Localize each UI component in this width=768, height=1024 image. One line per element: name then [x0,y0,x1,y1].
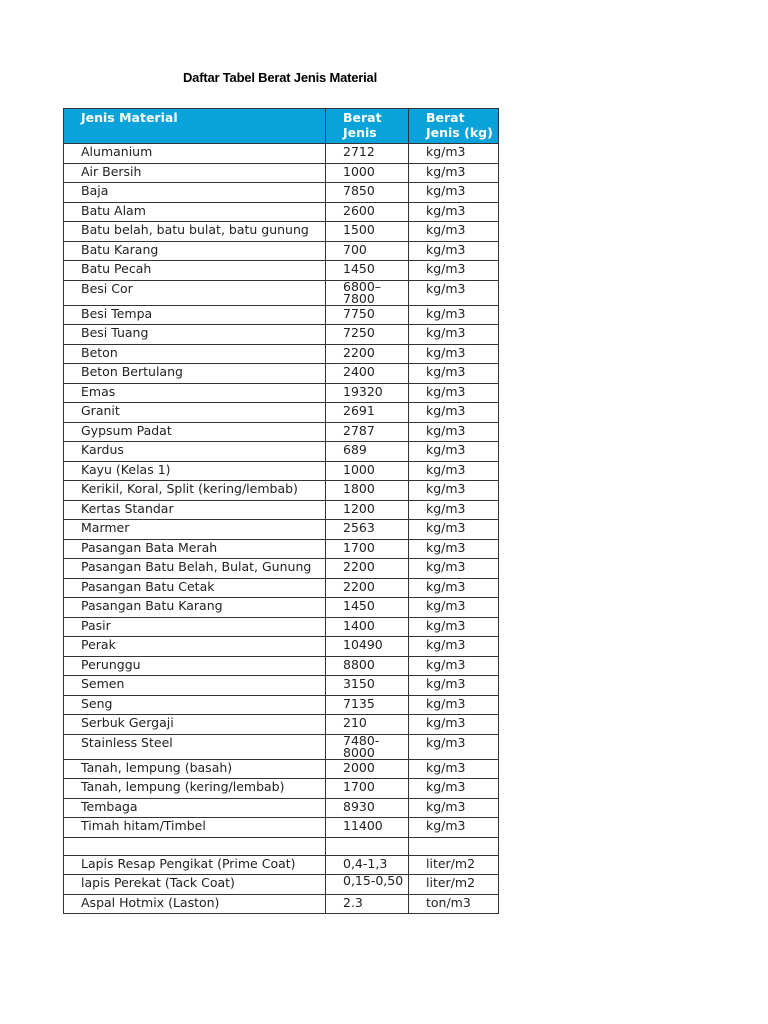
cell-material: Pasangan Batu Cetak [64,578,326,598]
cell-unit: liter/m2 [409,855,499,875]
cell-unit: kg/m3 [409,241,499,261]
table-row [64,261,499,281]
cell-berat-jenis: 2787 [326,422,409,442]
cell-berat-jenis: 7850 [326,183,409,203]
cell-berat-jenis: 7750 [326,305,409,325]
header-jenis-material: Jenis Material [64,109,326,144]
table-row [64,855,499,875]
cell-berat-jenis: 1700 [326,539,409,559]
cell-material: Pasangan Batu Karang [64,598,326,618]
cell-material: Granit [64,403,326,423]
cell-material: Perak [64,637,326,657]
cell-berat-jenis: 1450 [326,261,409,281]
table-row [64,183,499,203]
cell-berat-jenis: 2400 [326,364,409,384]
cell-material: Kayu (Kelas 1) [64,461,326,481]
table-row [64,481,499,501]
cell-material: Pasangan Batu Belah, Bulat, Gunung [64,559,326,579]
cell-unit: kg/m3 [409,617,499,637]
table-row [64,520,499,540]
cell-unit: kg/m3 [409,481,499,501]
table-header-row [64,109,499,144]
table-row [64,422,499,442]
cell-material: Batu belah, batu bulat, batu gunung [64,222,326,242]
cell-material: Besi Tuang [64,325,326,345]
cell-material: Lapis Resap Pengikat (Prime Coat) [64,855,326,875]
cell-unit: kg/m3 [409,325,499,345]
table-row [64,695,499,715]
cell-material: Serbuk Gergaji [64,715,326,735]
cell-unit: kg/m3 [409,715,499,735]
table-row [64,539,499,559]
table-row [64,798,499,818]
cell-material: Batu Pecah [64,261,326,281]
cell-unit: kg/m3 [409,344,499,364]
cell-unit: kg/m3 [409,539,499,559]
cell-material: Batu Karang [64,241,326,261]
cell-berat-jenis: 0,15-0,50 [326,875,409,895]
table-row [64,202,499,222]
cell-material: Marmer [64,520,326,540]
cell-material: Beton Bertulang [64,364,326,384]
cell-berat-jenis: 1500 [326,222,409,242]
cell-material: Besi Tempa [64,305,326,325]
cell-unit: kg/m3 [409,403,499,423]
cell-unit: kg/m3 [409,578,499,598]
cell-berat-jenis: 10490 [326,637,409,657]
cell-unit: kg/m3 [409,183,499,203]
cell-material: Besi Cor [64,280,326,305]
cell-unit: kg/m3 [409,261,499,281]
cell-material: Timah hitam/Timbel [64,818,326,838]
cell-material: Seng [64,695,326,715]
cell-unit: kg/m3 [409,676,499,696]
table-row [64,734,499,759]
cell-berat-jenis: 6800–7800 [326,280,409,305]
cell-unit: kg/m3 [409,383,499,403]
table-row [64,559,499,579]
cell-unit: kg/m3 [409,559,499,579]
header-berat-jenis: Berat Jenis [326,109,409,144]
cell-material: Tanah, lempung (kering/lembab) [64,779,326,799]
cell-unit: kg/m3 [409,222,499,242]
cell-berat-jenis [326,837,409,855]
table-row [64,637,499,657]
cell-berat-jenis: 1450 [326,598,409,618]
table-row [64,364,499,384]
cell-material: Kerikil, Koral, Split (kering/lembab) [64,481,326,501]
cell-material: lapis Perekat (Tack Coat) [64,875,326,895]
table-row [64,241,499,261]
cell-berat-jenis: 19320 [326,383,409,403]
cell-unit: kg/m3 [409,695,499,715]
cell-unit: kg/m3 [409,520,499,540]
cell-berat-jenis: 2000 [326,759,409,779]
table-row [64,598,499,618]
cell-berat-jenis: 2200 [326,559,409,579]
table-row [64,578,499,598]
table-row [64,715,499,735]
table-row [64,442,499,462]
table-row [64,344,499,364]
cell-unit: kg/m3 [409,779,499,799]
cell-material: Emas [64,383,326,403]
cell-unit: kg/m3 [409,422,499,442]
cell-unit: kg/m3 [409,364,499,384]
cell-unit: kg/m3 [409,818,499,838]
cell-unit: kg/m3 [409,500,499,520]
cell-unit: kg/m3 [409,163,499,183]
cell-unit: ton/m3 [409,894,499,914]
cell-berat-jenis: 2200 [326,578,409,598]
cell-material: Batu Alam [64,202,326,222]
table-row [64,656,499,676]
cell-berat-jenis: 1000 [326,163,409,183]
table-row [64,837,499,855]
table-row [64,325,499,345]
cell-berat-jenis: 8800 [326,656,409,676]
table-row [64,144,499,164]
cell-material: Pasangan Bata Merah [64,539,326,559]
cell-material: Baja [64,183,326,203]
cell-material: Aspal Hotmix (Laston) [64,894,326,914]
table-row [64,500,499,520]
table-row [64,894,499,914]
cell-material: Semen [64,676,326,696]
table-row [64,759,499,779]
cell-berat-jenis: 3150 [326,676,409,696]
cell-material: Beton [64,344,326,364]
cell-berat-jenis: 1000 [326,461,409,481]
cell-berat-jenis: 8930 [326,798,409,818]
cell-material: Kardus [64,442,326,462]
cell-berat-jenis: 700 [326,241,409,261]
table-row [64,280,499,305]
table-row [64,779,499,799]
table-row [64,818,499,838]
table-row [64,676,499,696]
cell-unit: kg/m3 [409,144,499,164]
cell-unit: kg/m3 [409,798,499,818]
cell-unit: kg/m3 [409,598,499,618]
cell-material [64,837,326,855]
cell-unit: kg/m3 [409,202,499,222]
table-row [64,383,499,403]
cell-unit: kg/m3 [409,461,499,481]
table-row [64,403,499,423]
header-berat-jenis-kg: Berat Jenis (kg) [409,109,499,144]
cell-berat-jenis: 1700 [326,779,409,799]
cell-material: Perunggu [64,656,326,676]
cell-berat-jenis: 1800 [326,481,409,501]
cell-berat-jenis: 2691 [326,403,409,423]
cell-berat-jenis: 2200 [326,344,409,364]
cell-material: Alumanium [64,144,326,164]
cell-unit: kg/m3 [409,305,499,325]
cell-berat-jenis: 7250 [326,325,409,345]
cell-berat-jenis: 689 [326,442,409,462]
cell-material: Pasir [64,617,326,637]
cell-material: Kertas Standar [64,500,326,520]
cell-material: Tanah, lempung (basah) [64,759,326,779]
cell-unit: kg/m3 [409,442,499,462]
cell-material: Gypsum Padat [64,422,326,442]
table-row [64,617,499,637]
cell-unit: kg/m3 [409,280,499,305]
cell-berat-jenis: 2.3 [326,894,409,914]
cell-berat-jenis: 0,4-1,3 [326,855,409,875]
cell-material: Tembaga [64,798,326,818]
cell-unit: kg/m3 [409,734,499,759]
cell-material: Air Bersih [64,163,326,183]
table-row [64,461,499,481]
cell-unit: kg/m3 [409,637,499,657]
table-row [64,222,499,242]
cell-unit: liter/m2 [409,875,499,895]
cell-unit: kg/m3 [409,759,499,779]
cell-berat-jenis: 11400 [326,818,409,838]
page-title: Daftar Tabel Berat Jenis Material [182,70,377,85]
cell-berat-jenis: 7480-8000 [326,734,409,759]
cell-unit: kg/m3 [409,656,499,676]
cell-berat-jenis: 1400 [326,617,409,637]
cell-unit [409,837,499,855]
cell-berat-jenis: 210 [326,715,409,735]
table-row [64,305,499,325]
table-row [64,875,499,895]
cell-berat-jenis: 2712 [326,144,409,164]
cell-berat-jenis: 7135 [326,695,409,715]
cell-berat-jenis: 2563 [326,520,409,540]
table-row [64,163,499,183]
material-density-table [63,108,499,914]
cell-berat-jenis: 1200 [326,500,409,520]
cell-berat-jenis: 2600 [326,202,409,222]
cell-material: Stainless Steel [64,734,326,759]
